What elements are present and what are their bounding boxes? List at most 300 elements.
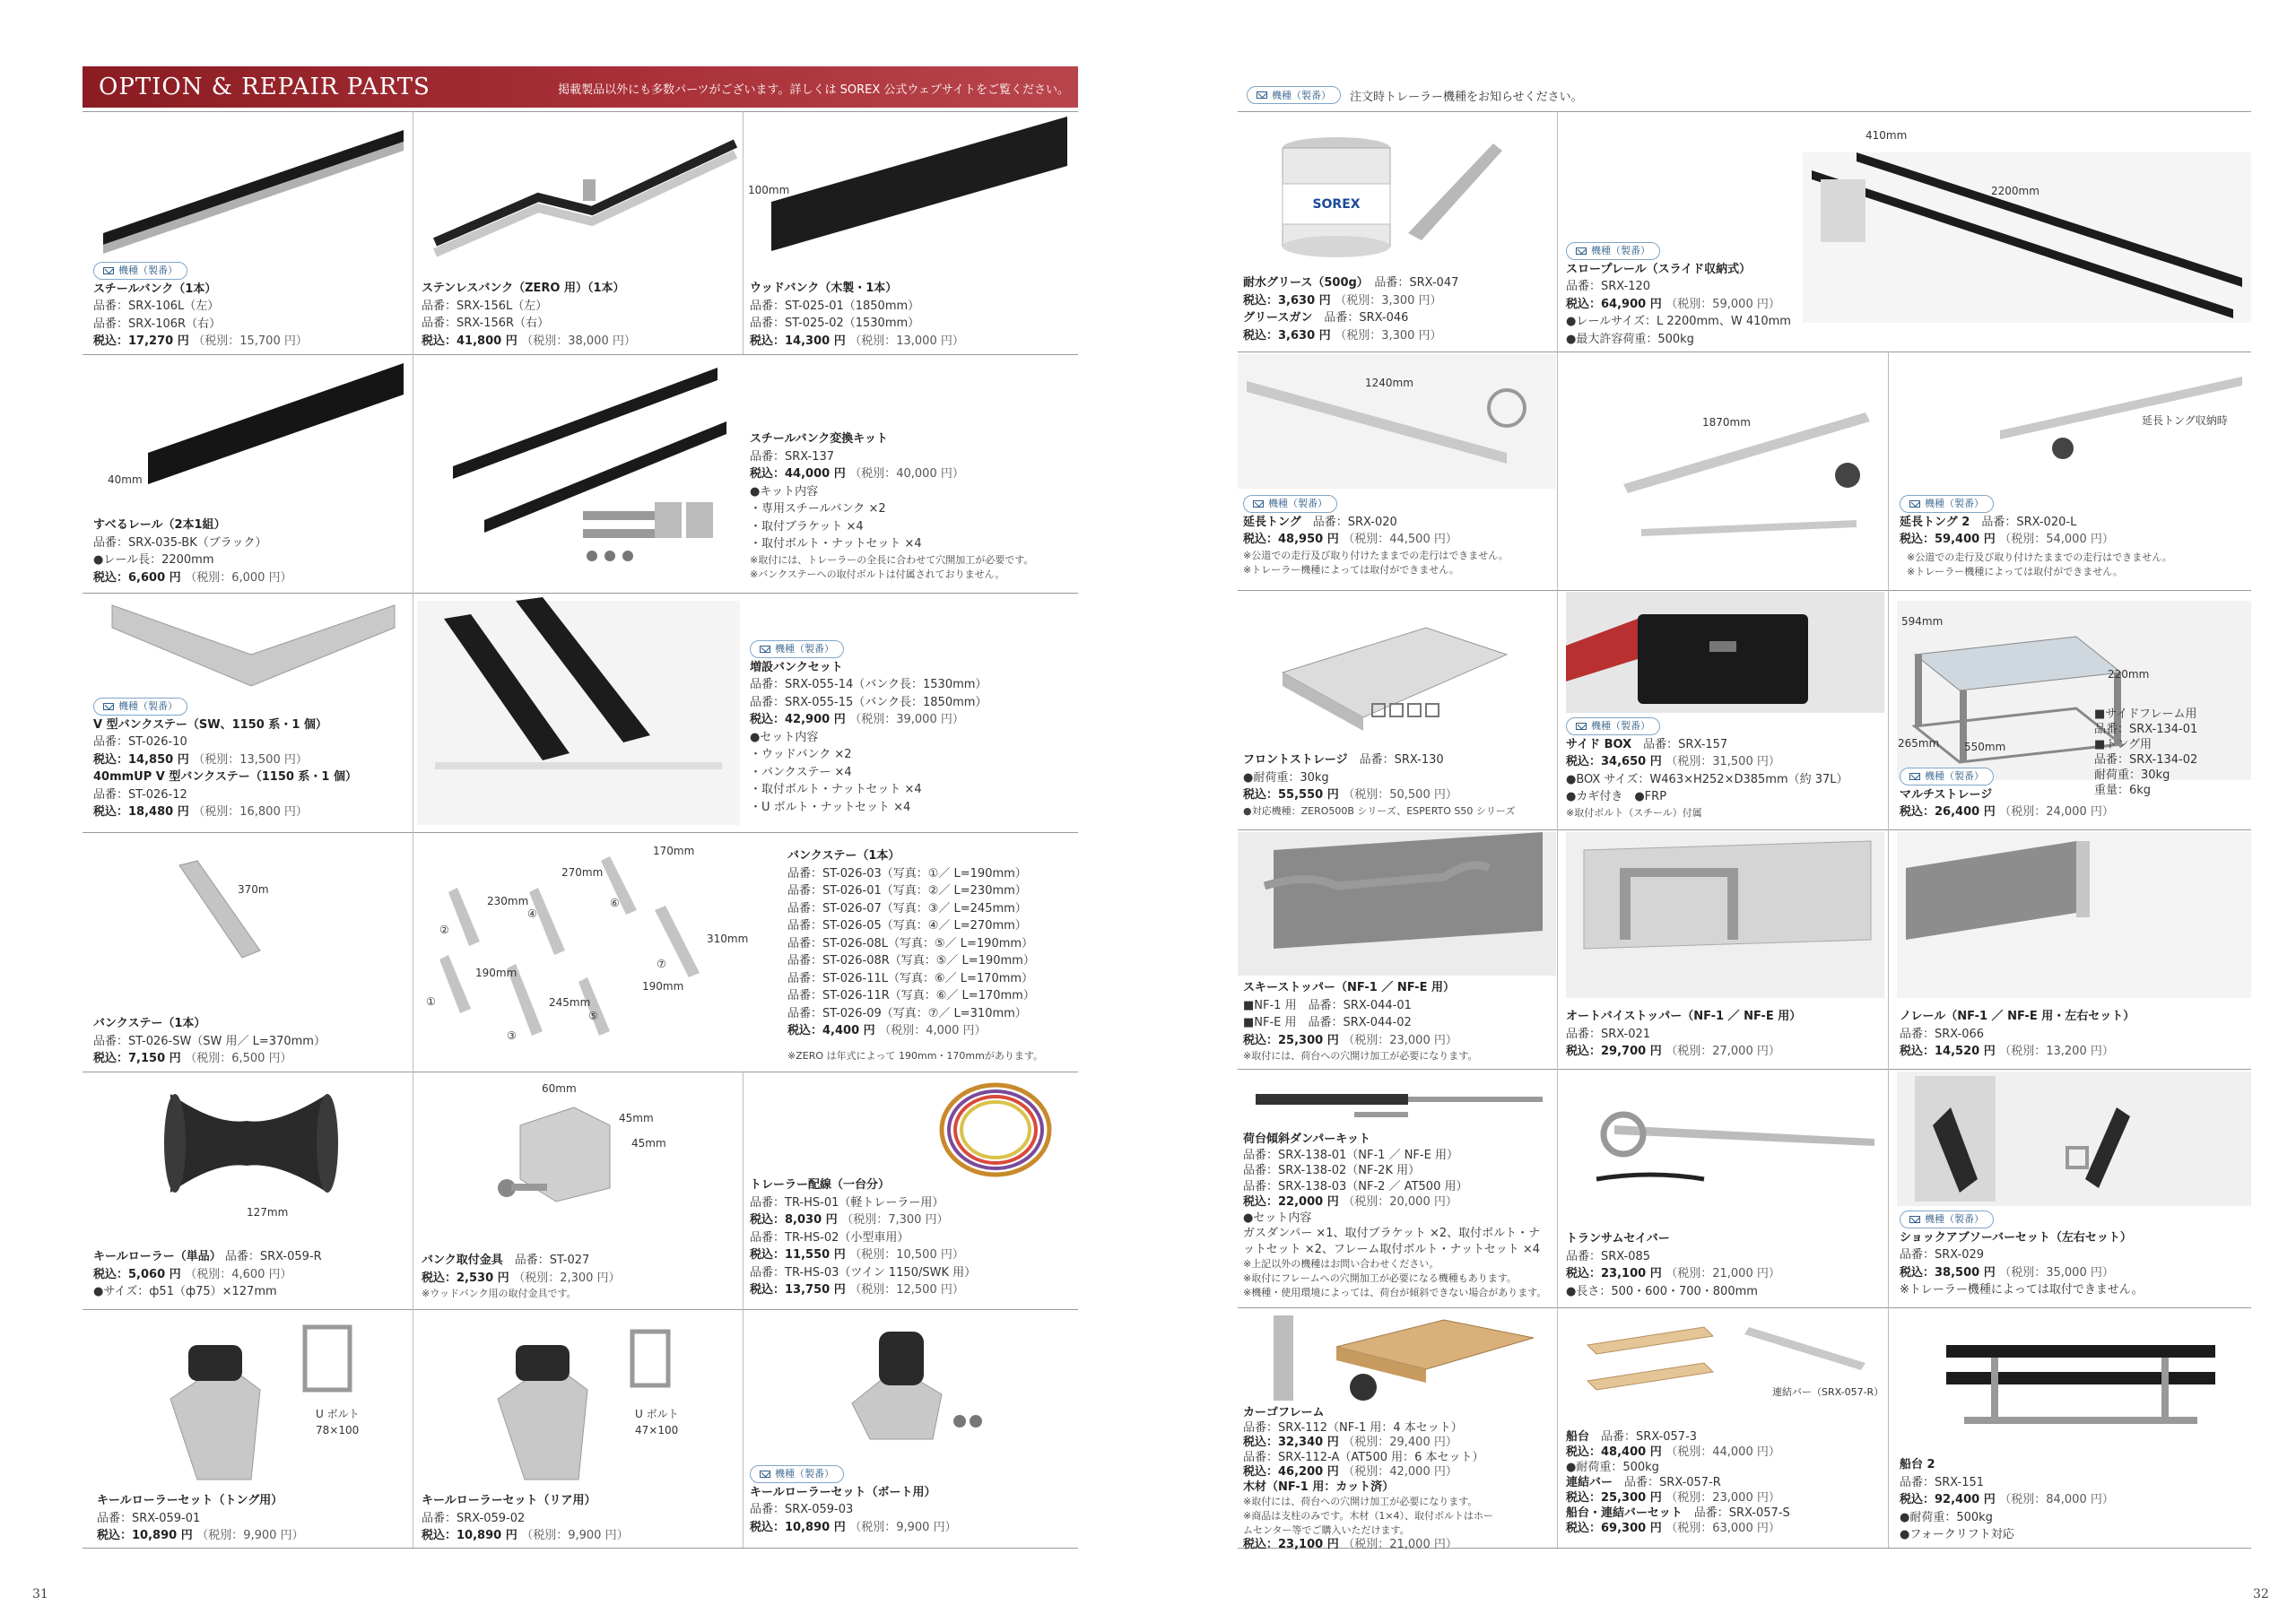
part-number: 品番：SRX-138-02（NF-2K 用） <box>1243 1164 1421 1177</box>
product-name: キールローラーセット（ボート用） <box>750 1485 936 1499</box>
set-item: ・バンクステー ×4 <box>750 765 852 779</box>
note: ※取付には、荷台への穴開け加工が必要になります。 <box>1243 1496 1478 1507</box>
bunk-stay-sw-info <box>93 1015 326 1068</box>
ext-tongue2-info <box>1900 495 2114 549</box>
note: ※トレーラー機種によっては取付ができません。 <box>1243 563 1459 576</box>
model-badge[interactable]: 機種（製番） <box>93 698 187 716</box>
bunk-bracket-image <box>484 1089 646 1206</box>
product-line: 船台 品番：SRX-057-3 <box>1566 1430 1698 1444</box>
set-item: ガスダンパー ×1、取付ブラケット ×2、取付ボルト・ナ <box>1243 1227 1541 1240</box>
divider <box>1238 590 2251 591</box>
photo-marker: ⑦ <box>657 958 666 970</box>
price: 税込：10,890 円 （税別：9,900 円） <box>750 1520 957 1534</box>
part-number: 品番：ST-026-08L（写真：⑤／ L=190mm） <box>787 936 1034 950</box>
multi-storage-image <box>1897 601 2251 780</box>
price: 税込：64,900 円 （税別：59,000 円） <box>1566 297 1780 311</box>
kit-item: ・専用スチールバンク ×2 <box>750 502 886 516</box>
product-line: フロントストレージ 品番：SRX-130 <box>1243 753 1444 767</box>
dimension-label: 45mm <box>631 1137 666 1150</box>
product-name: トランサムセイバー <box>1566 1232 1670 1245</box>
part-number: 品番：ST-026-03（写真：①／ L=190mm） <box>787 866 1027 881</box>
steel-bunk-image <box>99 126 404 251</box>
price: 税込：10,890 円 （税別：9,900 円） <box>422 1529 629 1542</box>
part-number: 品番：SRX-029 <box>1900 1248 1985 1262</box>
part-number: 品番：SRX-138-03（NF-2 ／ AT500 用） <box>1243 1179 1468 1193</box>
product-name: スチールバンク（1本） <box>93 282 217 296</box>
part-number: 品番：ST-026-11L（写真：⑥／ L=170mm） <box>787 971 1034 985</box>
product-name: V 型バンクステー（SW、1150 系・1 個） <box>93 717 327 732</box>
spec: ■トング用 <box>2094 738 2152 751</box>
mail-icon <box>1909 773 1920 780</box>
note: ●対応機種：ZERO500B シリーズ、ESPERTO S50 シリーズ <box>1243 804 1516 817</box>
model-badge[interactable]: 機種（製番） <box>1566 242 1660 260</box>
keel-roller-image <box>161 1085 341 1202</box>
divider <box>743 1072 744 1548</box>
model-badge[interactable]: 機種（製番） <box>1247 86 1341 104</box>
part-number: 品番：SRX-134-01 <box>2094 723 2198 736</box>
dimension-label: 190mm <box>475 967 517 979</box>
price: 税込：48,950 円 （税別：44,500 円） <box>1243 533 1457 546</box>
kit-item: ・取付ボルト・ナットセット ×4 <box>750 537 922 551</box>
section-note: 掲載製品以外にも多数パーツがございます。詳しくは SOREX 公式ウェブサイトをご覧ください。 <box>558 83 1069 97</box>
part-number: 品番：SRX-120 <box>1566 280 1651 293</box>
part-number: 品番：SRX-055-15（バンク長：1850mm） <box>750 695 987 709</box>
part-number: 品番：SRX-035-BK（ブラック） <box>93 535 267 550</box>
price: 税込：2,530 円 （税別：2,300 円） <box>422 1271 621 1285</box>
set-item: ・U ボルト・ナットセット ×4 <box>750 800 911 814</box>
ubolt-label: U ボルト <box>316 1408 360 1420</box>
product-line: 耐水グリース（500g） 品番：SRX-047 <box>1243 276 1459 290</box>
divider <box>1238 829 2251 830</box>
bunk-bracket-info <box>422 1252 621 1301</box>
dimension-label: 220mm <box>2108 668 2150 681</box>
set-item: ットセット ×2、フレーム取付ボルト・ナットセット ×4 <box>1243 1242 1541 1256</box>
part-number: ■NF-1 用 品番：SRX-044-01 <box>1243 998 1412 1012</box>
product-name: 40mmUP V 型バンクステー（1150 系・1 個） <box>93 770 358 784</box>
product-name: ステンレスバンク（ZERO 用）（1本） <box>422 282 625 295</box>
part-number: 品番：SRX-059-03 <box>750 1503 854 1516</box>
price: 税込：25,300 円 （税別：23,000 円） <box>1566 1491 1780 1505</box>
shock-absorber-image <box>1897 1072 2251 1206</box>
dimension-label: 594mm <box>1901 615 1944 628</box>
keel-roller-boat-info <box>750 1465 957 1536</box>
part-number: 品番：SRX-059-01 <box>97 1511 201 1525</box>
dimension-label: 2200mm <box>1991 185 2039 197</box>
product-line: キールローラー（単品） 品番：SRX-059-R <box>93 1250 322 1263</box>
slope-rail-info <box>1566 242 1791 348</box>
spec: ●サイズ：ф51（ф75）×127mm <box>93 1285 277 1298</box>
grease-image <box>1274 135 1525 269</box>
product-name: カーゴフレーム <box>1243 1406 1325 1419</box>
slope-rail-image <box>1803 126 2251 341</box>
mail-icon <box>760 1471 770 1478</box>
part-number: 品番：SRX-151 <box>1900 1475 1985 1489</box>
model-badge[interactable]: 機種（製番） <box>750 640 844 658</box>
note: ※バンクステーへの取付ボルトは付属されておりません。 <box>750 568 1005 580</box>
can-brand: SOREX <box>1312 197 1361 212</box>
photo-marker: ① <box>426 995 436 1008</box>
note: ※ウッドバンク用の取付金具です。 <box>422 1288 577 1299</box>
model-badge[interactable]: 機種（製番） <box>1566 717 1660 735</box>
spec: ●最大許容荷重：500kg <box>1566 332 1694 346</box>
part-number: 品番：ST-025-02（1530mm） <box>750 317 920 330</box>
part-number: 品番：SRX-059-02 <box>422 1511 526 1525</box>
part-number: 品番：SRX-021 <box>1566 1027 1651 1041</box>
product-name: 船台 2 <box>1900 1458 1935 1471</box>
product-line: 船台・連結バーセット 品番：SRX-057-S <box>1566 1506 1790 1520</box>
steel-bunk-info <box>93 262 308 351</box>
part-number: 品番：SRX-112（NF-1 用：4 本セット） <box>1243 1420 1463 1435</box>
price: 税込：32,340 円 （税別：29,400 円） <box>1243 1436 1457 1449</box>
product-line: グリースガン 品番：SRX-046 <box>1243 311 1409 325</box>
wood-bunk-info <box>750 280 964 350</box>
product-line: 連結バー 品番：SRX-057-R <box>1566 1476 1721 1489</box>
steel-bunk-kit-image <box>448 368 726 574</box>
mail-icon <box>103 267 114 274</box>
note: ※取付ボルト（スチール）付属 <box>1566 806 1702 819</box>
product-name: オートバイストッパー（NF-1 ／ NF-E 用） <box>1566 1010 1802 1023</box>
product-name: ノレール（NF-1 ／ NF-E 用・左右セット） <box>1900 1010 2135 1023</box>
dimension-label: 230mm <box>487 895 529 907</box>
dimension-label: 245mm <box>549 996 591 1009</box>
bunk-set-info <box>750 640 987 816</box>
mail-icon <box>1257 91 1267 99</box>
boat-stand-info <box>1566 1429 1790 1536</box>
bunk-stay-info <box>787 847 1035 1040</box>
price: 税込：3,630 円 （税別：3,300 円） <box>1243 328 1442 343</box>
boat-stand2-info <box>1900 1456 2114 1544</box>
price: 税込：59,400 円 （税別：54,000 円） <box>1900 533 2114 546</box>
page-number: 32 <box>2253 1587 2269 1601</box>
spec: ●フォークリフト対応 <box>1900 1528 2014 1541</box>
dimension-label: 60mm <box>542 1082 577 1095</box>
section-banner <box>83 66 1078 108</box>
photo-marker: ⑤ <box>588 1010 598 1022</box>
price: 税込：23,100 円 （税別：21,000 円） <box>1566 1267 1780 1280</box>
note: ムセンター等でご購入いただけます。 <box>1243 1524 1410 1536</box>
dimension-label: 410mm <box>1866 129 1908 142</box>
spec: ●耐荷重：500kg <box>1566 1461 1659 1474</box>
dimension-label: 45mm <box>619 1112 654 1124</box>
product-name: ショックアブソーバーセット（左右セット） <box>1900 1230 2132 1245</box>
ubolt-size: 47×100 <box>635 1424 679 1436</box>
keel-roller-info <box>93 1248 322 1301</box>
part-number: 品番：SRX-085 <box>1566 1249 1651 1263</box>
set-contents: ●セット内容 <box>750 730 819 744</box>
cargo-frame-image <box>1265 1311 1552 1405</box>
mail-icon <box>1253 500 1264 508</box>
dimension-label: 40mm <box>108 473 143 486</box>
price: 税込：46,200 円 （税別：42,000 円） <box>1243 1465 1457 1479</box>
wiring-info <box>750 1176 976 1299</box>
note: ※取付には、荷台への穴開け加工が必要になります。 <box>1243 1050 1478 1062</box>
price: 税込：4,400 円 （税別：4,000 円） <box>787 1024 987 1037</box>
note: ※取付には、トレーラーの全長に合わせて穴開加工が必要です。 <box>750 553 1034 566</box>
part-number: 品番：ST-026-07（写真：③／ L=245mm） <box>787 901 1027 916</box>
steel-bunk-kit-info <box>750 430 1033 582</box>
note: ※取付にフレームへの穴開加工が必要になる機種もあります。 <box>1243 1272 1517 1284</box>
part-number: 品番：SRX-156R（右） <box>422 317 550 330</box>
order-note <box>1247 86 1583 104</box>
spec: ●BOX サイズ：W463×H252×D385mm（約 37L） <box>1566 772 1848 786</box>
front-storage-image <box>1274 619 1516 735</box>
model-badge[interactable]: 機種（製番） <box>1900 768 1994 785</box>
divider <box>83 593 1078 594</box>
product-name: トレーラー配線（一台分） <box>750 1178 891 1192</box>
price: 税込：41,800 円 （税別：38,000 円） <box>422 334 636 348</box>
spec: ●レール長：2200mm <box>93 553 214 567</box>
dimension-label: 1240mm <box>1365 377 1413 389</box>
part-number: 品番：ST-026-09（写真：⑦／ L=310mm） <box>787 1006 1027 1020</box>
part-number: 品番：SRX-137 <box>750 449 835 464</box>
divider <box>1238 1069 2251 1070</box>
spec: ●レールサイズ：L 2200mm、W 410mm <box>1566 315 1791 328</box>
cargo-frame-info <box>1243 1406 1493 1553</box>
slide-rail-image <box>144 363 404 489</box>
photo-marker: ④ <box>527 907 537 920</box>
part-number: 品番：SRX-055-14（バンク長：1530mm） <box>750 678 987 691</box>
price: 税込：17,270 円 （税別：15,700 円） <box>93 334 308 348</box>
bunk-stay-sw-image <box>175 861 265 968</box>
product-name: バンクステー（1本） <box>787 849 900 863</box>
dimension-label: 270mm <box>561 866 604 879</box>
mail-icon <box>1909 1216 1920 1223</box>
page-number: 31 <box>32 1587 48 1601</box>
photo-marker: ⑥ <box>610 897 620 909</box>
dimension-label: 265mm <box>1898 737 1940 750</box>
product-name: 増設バンクセット <box>750 660 843 674</box>
product-name: キールローラーセット（トング用） <box>97 1494 283 1507</box>
part-number: 品番：TR-HS-01（軽トレーラー用） <box>750 1195 944 1210</box>
shock-absorber-info <box>1900 1211 2144 1299</box>
divider <box>1557 111 1558 1548</box>
mail-icon <box>1576 247 1587 255</box>
multi-storage-info <box>1900 768 2114 821</box>
product-name: スキーストッパー（NF-1 ／ NF-E 用） <box>1243 981 1455 994</box>
side-box-info <box>1566 717 1848 820</box>
photo-marker: ③ <box>507 1029 517 1042</box>
product-name: スロープレール（スライド収納式） <box>1566 262 1752 276</box>
mail-icon <box>760 646 770 653</box>
note: ※商品は支柱のみです。木材（1×4）、取付ボルトはホー <box>1243 1510 1494 1522</box>
divider <box>83 1309 1078 1310</box>
stainless-bunk-info <box>422 280 636 350</box>
transom-saver-info <box>1566 1230 1780 1300</box>
part-number: ■NF-E 用 品番：SRX-044-02 <box>1243 1016 1412 1029</box>
right-page <box>1148 0 2296 1623</box>
transom-saver-image <box>1578 1089 1883 1206</box>
wood-bunk-image <box>771 117 1067 260</box>
slide-rail-info <box>93 516 292 586</box>
divider <box>83 354 1078 355</box>
price: 税込：8,030 円 （税別：7,300 円） <box>750 1213 949 1227</box>
part-number: 品番：ST-026-12 <box>93 787 187 802</box>
ubolt-label: U ボルト <box>635 1408 679 1420</box>
price: 税込：3,630 円 （税別：3,300 円） <box>1243 293 1442 308</box>
divider <box>83 111 1078 112</box>
no-rail-image <box>1897 832 2251 998</box>
damper-image <box>1247 1081 1552 1125</box>
part-number: 品番：SRX-112-A（AT500 用：6 本セット） <box>1243 1450 1484 1464</box>
dimension-label: 100mm <box>748 184 790 196</box>
bike-stopper-info <box>1566 1008 1801 1061</box>
image-caption: 延長トング収納時 <box>2142 414 2228 427</box>
note: ※トレーラー機種によっては取付ができません。 <box>1907 566 2123 577</box>
price: 税込：23,100 円 （税別：21,000 円） <box>1243 1538 1457 1551</box>
note: ※公道での走行及び取り付けたままでの走行はできません。 <box>1243 549 1509 561</box>
part-number: 品番：ST-026-SW（SW 用／ L=370mm） <box>93 1034 326 1048</box>
price: 税込：34,650 円 （税別：31,500 円） <box>1566 755 1780 768</box>
part-number: 品番：SRX-066 <box>1900 1027 1985 1041</box>
divider <box>1238 111 2251 112</box>
mail-icon <box>1909 500 1920 508</box>
model-badge[interactable]: 機種（製番） <box>1900 1211 1994 1228</box>
product-name: マルチストレージ <box>1900 787 1993 802</box>
set-item: ・ウッドバンク ×2 <box>750 748 852 761</box>
section-title: OPTION & REPAIR PARTS <box>99 74 430 100</box>
part-number: 品番：ST-026-08R（写真：⑤／ L=190mm） <box>787 954 1035 968</box>
keel-roller-boat-image <box>843 1323 996 1448</box>
spec: ■サイドフレーム用 <box>2094 707 2197 721</box>
part-number: 品番：ST-026-05（写真：④／ L=270mm） <box>787 919 1027 933</box>
price: 税込：6,600 円 （税別：6,000 円） <box>93 570 292 585</box>
dimension-label: 370m <box>238 883 269 896</box>
dimension-label: 550mm <box>1964 741 2006 753</box>
photo-marker: ② <box>439 924 449 936</box>
divider <box>83 832 1078 833</box>
divider <box>743 111 744 354</box>
mail-icon <box>1576 723 1587 730</box>
mail-icon <box>103 703 114 710</box>
product-name: 木材（NF-1 用：カット済） <box>1243 1480 1395 1494</box>
part-number: 品番：TR-HS-03（ツイン 1150/SWK 用） <box>750 1265 977 1280</box>
set-item: ・取付ボルト・ナットセット ×4 <box>750 783 922 796</box>
part-number: 品番：SRX-106L（左） <box>93 299 220 313</box>
divider <box>83 1548 1078 1549</box>
price: 税込：18,480 円 （税別：16,800 円） <box>93 805 308 819</box>
kit-contents: ●キット内容 <box>750 484 819 499</box>
model-badge[interactable]: 機種（製番） <box>93 262 187 280</box>
product-line: サイド BOX 品番：SRX-157 <box>1566 737 1728 751</box>
no-rail-info <box>1900 1008 2135 1061</box>
product-line: 延長トング 2 品番：SRX-020-L <box>1900 515 2077 529</box>
part-number: 品番：SRX-134-02 <box>2094 753 2198 767</box>
product-name: スチールバンク変換キット <box>750 432 889 446</box>
image-caption: 連結バー（SRX-057-R） <box>1772 1386 1884 1398</box>
spec: 重量：6kg <box>2094 784 2152 797</box>
model-badge[interactable]: 機種（製番） <box>1243 495 1337 513</box>
part-number: 品番：SRX-138-01（NF-1 ／ NF-E 用） <box>1243 1148 1458 1162</box>
product-name: すべるレール（2本1組） <box>93 518 226 532</box>
model-badge[interactable]: 機種（製番） <box>750 1465 844 1483</box>
price: 税込：7,150 円 （税別：6,500 円） <box>93 1052 292 1065</box>
part-number: 品番：SRX-106R（右） <box>93 317 222 331</box>
spec: ●カギ付き ●FRP <box>1566 790 1667 803</box>
bike-stopper-image <box>1566 832 1884 998</box>
part-number: 品番：ST-025-01（1850mm） <box>750 299 920 313</box>
ski-stopper-image <box>1238 832 1556 976</box>
order-note-text: 注文時トレーラー機種をお知らせください。 <box>1350 90 1583 104</box>
price: 税込：22,000 円 （税別：20,000 円） <box>1243 1195 1457 1209</box>
ubolt-size: 78×100 <box>316 1424 360 1436</box>
dimension-label: 310mm <box>707 933 749 945</box>
price: 税込：38,500 円 （税別：35,000 円） <box>1900 1265 2114 1280</box>
product-line: バンク取付金具 品番：ST-027 <box>422 1254 590 1267</box>
dimension-label: 1870mm <box>1702 416 1751 429</box>
keel-roller-rear-info <box>422 1492 629 1545</box>
model-badge[interactable]: 機種（製番） <box>1900 495 1994 513</box>
price: 税込：13,750 円 （税別：12,500 円） <box>750 1283 964 1297</box>
dimension-label: 127mm <box>247 1206 289 1219</box>
price: 税込：10,890 円 （税別：9,900 円） <box>97 1529 304 1542</box>
bunk-set-image <box>417 601 740 825</box>
spec: ●耐荷重：30kg <box>1243 770 1329 785</box>
price: 税込：69,300 円 （税別：63,000 円） <box>1566 1522 1780 1535</box>
price: 税込：48,400 円 （税別：44,000 円） <box>1566 1445 1780 1459</box>
price: 税込：29,700 円 （税別：27,000 円） <box>1566 1045 1780 1058</box>
product-name: バンクステー（1本） <box>93 1017 206 1030</box>
note: ※トレーラー機種によっては取付できません。 <box>1900 1283 2144 1297</box>
wiring-image <box>933 1081 1058 1179</box>
price: 税込：14,520 円 （税別：13,200 円） <box>1900 1045 2114 1058</box>
spec: ●長さ：500・600・700・800mm <box>1566 1284 1758 1298</box>
price: 税込：92,400 円 （税別：84,000 円） <box>1900 1493 2114 1506</box>
v-bunk-stay-image <box>108 601 395 699</box>
part-number: 品番：ST-026-01（写真：②／ L=230mm） <box>787 884 1027 898</box>
product-name: キールローラーセット（リア用） <box>422 1494 596 1507</box>
price: 税込：42,900 円 （税別：39,000 円） <box>750 713 964 726</box>
spec: 耐荷重：30kg <box>2094 768 2170 782</box>
part-number: 品番：TR-HS-02（小型車用） <box>750 1230 909 1245</box>
set-contents: ●セット内容 <box>1243 1211 1312 1225</box>
kit-item: ・取付ブラケット ×4 <box>750 519 864 534</box>
ext-tongue-info <box>1243 495 1509 577</box>
spec: ●耐荷重：500kg <box>1900 1510 1993 1524</box>
ski-stopper-info <box>1243 979 1477 1063</box>
dimension-label: 170mm <box>653 845 695 857</box>
boat-stand2-image <box>1937 1327 2224 1435</box>
note: ※上記以外の機種はお問い合わせください。 <box>1243 1258 1439 1270</box>
grease-info <box>1243 274 1458 344</box>
damper-info <box>1243 1132 1546 1300</box>
divider <box>1238 1307 2251 1308</box>
front-storage-info <box>1243 751 1515 819</box>
price: 税込：14,850 円 （税別：13,500 円） <box>93 752 308 767</box>
note: ※ZERO は年式によって 190mm・170mmがあります。 <box>787 1050 1043 1062</box>
part-number: 品番：ST-026-10 <box>93 735 187 749</box>
price: 税込：55,550 円 （税別：50,500 円） <box>1243 788 1457 802</box>
part-number: 品番：SRX-156L（左） <box>422 299 548 313</box>
product-name: 荷台傾斜ダンパーキット <box>1243 1133 1370 1146</box>
note: ※機種・使用環境によっては、荷台が傾斜できない場合があります。 <box>1243 1287 1547 1298</box>
ext-tongue2-notes <box>1907 551 2172 579</box>
v-bunk-stay-info <box>93 698 357 821</box>
price: 税込：44,000 円 （税別：40,000 円） <box>750 467 964 481</box>
dimension-label: 190mm <box>642 980 684 993</box>
price: 税込：25,300 円 （税別：23,000 円） <box>1243 1033 1457 1047</box>
product-line: 延長トング 品番：SRX-020 <box>1243 515 1397 529</box>
note: ※公道での走行及び取り付けたままでの走行はできません。 <box>1907 551 2172 563</box>
ext-tongue-image <box>1238 354 1556 489</box>
keel-roller-tongue-info <box>97 1492 304 1545</box>
price: 税込：14,300 円 （税別：13,000 円） <box>750 334 964 348</box>
price: 税込：26,400 円 （税別：24,000 円） <box>1900 805 2114 819</box>
price: 税込：11,550 円 （税別：10,500 円） <box>750 1248 964 1262</box>
side-box-image <box>1566 592 1884 713</box>
stainless-bunk-image <box>430 135 735 260</box>
price: 税込：5,060 円 （税別：4,600 円） <box>93 1267 292 1281</box>
product-name: ウッドバンク（木製・1本） <box>750 282 898 295</box>
